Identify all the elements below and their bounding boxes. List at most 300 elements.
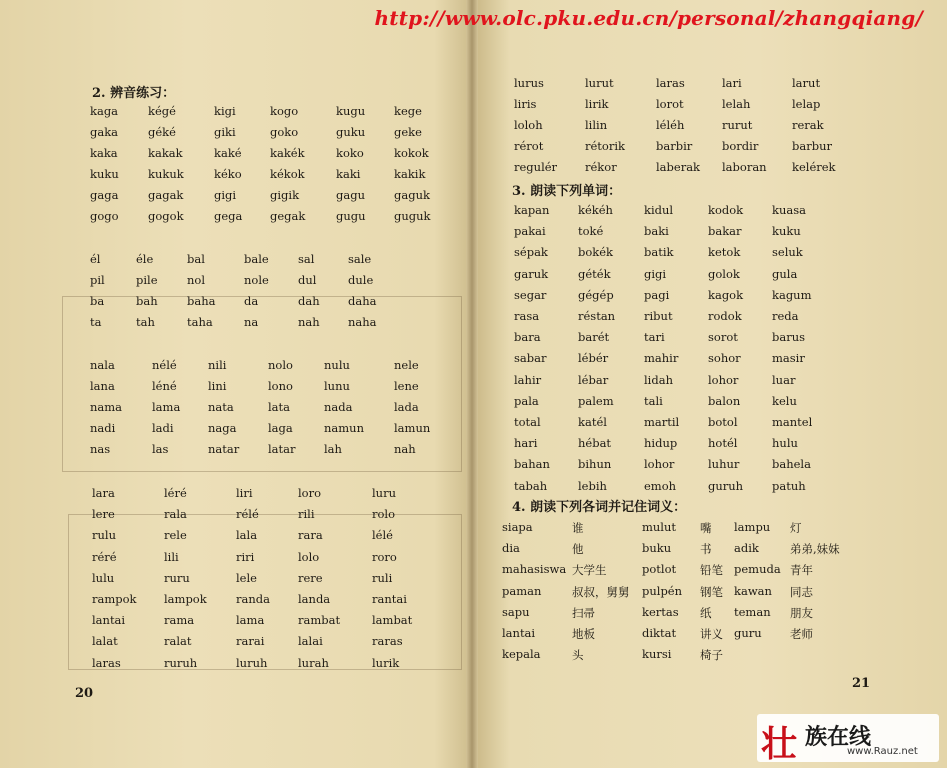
word-cell: lulu <box>92 570 115 585</box>
word-cell: kelu <box>772 393 797 408</box>
word-cell: regulér <box>514 160 558 174</box>
table-row <box>472 626 947 646</box>
word-cell: lirik <box>585 97 609 111</box>
word-cell: 扫帚 <box>572 605 595 620</box>
table-row <box>472 562 947 582</box>
word-cell: lébér <box>578 351 609 366</box>
table-row <box>0 634 472 654</box>
word-cell: kékok <box>270 167 305 181</box>
word-cell: naga <box>208 421 237 435</box>
word-cell: katél <box>578 415 607 429</box>
word-cell: ribut <box>644 309 673 323</box>
word-cell: 青年 <box>790 563 813 578</box>
word-cell: kakak <box>148 146 183 160</box>
word-cell: golok <box>708 266 740 281</box>
word-cell: rérot <box>514 139 544 153</box>
word-cell: mahasiswa <box>502 562 567 577</box>
word-cell: koko <box>336 146 364 160</box>
table-row <box>472 647 947 667</box>
word-cell: liris <box>514 97 537 111</box>
table-row <box>472 160 947 180</box>
word-cell: léné <box>152 379 177 393</box>
section-heading-3: 3. 朗读下列单词： <box>512 184 622 199</box>
section-heading-4: 4. 朗读下列各词并记住词义： <box>512 500 687 515</box>
word-cell: ladi <box>152 421 174 435</box>
word-cell: las <box>152 442 169 456</box>
word-cell: bara <box>514 330 541 345</box>
word-cell: barus <box>772 330 806 345</box>
word-cell: toké <box>578 224 604 239</box>
word-cell: pil <box>90 273 105 287</box>
word-cell: lelah <box>722 97 751 111</box>
word-cell: lélé <box>372 528 393 543</box>
word-cell: nada <box>324 400 353 414</box>
word-cell: paman <box>502 583 542 598</box>
word-cell: nama <box>90 400 123 414</box>
word-cell: barét <box>578 330 610 345</box>
word-cell: 铅笔 <box>700 563 723 578</box>
word-cell: lunu <box>324 379 350 393</box>
word-cell: loro <box>298 486 322 500</box>
word-cell: lurah <box>298 655 329 670</box>
table-row <box>472 97 947 117</box>
table-row <box>0 315 472 335</box>
word-cell: gogok <box>148 209 184 223</box>
word-cell: 钢笔 <box>700 584 723 599</box>
word-cell: nulu <box>324 358 350 372</box>
word-cell: laboran <box>722 160 767 174</box>
word-cell: lini <box>208 379 227 393</box>
table-row <box>472 394 947 414</box>
word-cell: kertas <box>642 604 679 619</box>
word-cell: ba <box>90 294 105 308</box>
word-cell: lampok <box>164 592 207 606</box>
word-cell: lurus <box>514 76 544 90</box>
table-row <box>0 421 472 441</box>
word-cell: léléh <box>656 118 685 132</box>
word-cell: ralat <box>164 634 192 649</box>
word-cell: gaguk <box>394 188 430 202</box>
table-row <box>0 125 472 145</box>
word-cell: gaka <box>90 125 119 139</box>
word-cell: nolo <box>268 358 293 372</box>
word-cell: randa <box>236 592 270 606</box>
word-cell: nah <box>298 315 320 329</box>
word-cell: segar <box>514 287 547 302</box>
word-cell: ruli <box>372 570 393 585</box>
word-cell: 弟弟,妹妹 <box>790 542 840 557</box>
table-row <box>472 605 947 625</box>
word-cell: lohor <box>708 372 739 387</box>
word-cell: lalat <box>92 634 118 649</box>
word-cell: patuh <box>772 478 806 493</box>
word-cell: raras <box>372 634 403 649</box>
word-cell: bah <box>136 294 158 308</box>
word-cell: rarai <box>236 634 265 649</box>
word-cell: kagum <box>772 287 812 302</box>
word-cell: laras <box>92 655 121 670</box>
site-logo <box>757 714 939 765</box>
word-cell: kaké <box>214 146 242 160</box>
word-cell: total <box>514 415 541 429</box>
word-cell: batik <box>644 245 674 260</box>
word-cell: 他 <box>572 542 584 557</box>
word-cell: 纸 <box>700 605 712 620</box>
word-cell: kepala <box>502 647 541 662</box>
word-cell: rala <box>164 507 187 522</box>
word-cell: kuku <box>90 167 119 181</box>
word-cell: dule <box>348 273 374 287</box>
word-cell: mantel <box>772 415 813 429</box>
word-cell: sale <box>348 252 372 266</box>
word-cell: kukuk <box>148 167 184 181</box>
word-cell: guku <box>336 125 366 139</box>
word-cell: hidup <box>644 436 678 451</box>
word-cell: kakék <box>270 146 305 160</box>
word-cell: namun <box>324 421 364 435</box>
word-cell: bahan <box>514 457 550 472</box>
word-cell: nala <box>90 358 115 372</box>
word-cell: mulut <box>642 520 677 534</box>
table-row <box>0 379 472 399</box>
word-cell: bihun <box>578 457 612 472</box>
word-cell: reda <box>772 309 799 323</box>
word-cell: tabah <box>514 478 548 493</box>
word-cell: 叔叔，舅舅 <box>572 584 630 599</box>
table-row <box>0 592 472 612</box>
table-row <box>0 294 472 314</box>
table-row <box>472 139 947 159</box>
word-cell: kapan <box>514 203 550 217</box>
word-cell: roro <box>372 549 397 564</box>
table-row <box>472 245 947 265</box>
table-row <box>0 571 472 591</box>
word-cell: 老师 <box>790 627 813 641</box>
table-row <box>0 507 472 527</box>
word-cell: lidah <box>644 372 673 387</box>
word-cell: lelap <box>792 97 821 111</box>
word-cell: hari <box>514 436 538 451</box>
word-cell: rantai <box>372 592 407 606</box>
word-cell: éle <box>136 252 154 266</box>
word-cell: daha <box>348 294 377 308</box>
table-row <box>472 118 947 138</box>
word-cell: hulu <box>772 436 798 451</box>
table-row <box>0 104 472 124</box>
table-row <box>472 224 947 244</box>
table-row <box>0 613 472 633</box>
word-cell: kakik <box>394 167 426 181</box>
word-cell: nili <box>208 358 227 372</box>
table-row <box>472 520 947 540</box>
word-cell: mahir <box>644 351 679 366</box>
word-cell: bal <box>187 252 205 266</box>
word-cell: giki <box>214 125 236 139</box>
watermark-url: http://www.olc.pku.edu.cn/personal/zhangqiang/ <box>374 6 923 30</box>
word-cell: barbur <box>792 139 832 153</box>
table-row <box>472 76 947 96</box>
word-cell: rulu <box>92 528 116 543</box>
word-cell: adik <box>734 541 759 556</box>
word-cell: él <box>90 252 101 266</box>
word-cell: goko <box>270 125 299 139</box>
word-cell: pakai <box>514 224 546 239</box>
word-cell: larut <box>792 76 821 90</box>
left-page <box>0 0 472 768</box>
word-cell: guguk <box>394 209 431 223</box>
word-cell: sabar <box>514 351 547 366</box>
word-cell: laras <box>656 76 685 90</box>
word-cell: kégé <box>148 104 176 118</box>
word-cell: 灯 <box>790 521 802 535</box>
word-cell: landa <box>298 592 331 606</box>
word-cell: bale <box>244 252 269 266</box>
word-cell: 讲义 <box>700 627 723 641</box>
table-row <box>472 415 947 435</box>
word-cell: dia <box>502 541 520 556</box>
word-cell: masir <box>772 351 805 366</box>
word-cell: kéko <box>214 167 242 181</box>
word-cell: réré <box>92 549 117 564</box>
word-cell: kigi <box>214 104 236 118</box>
word-cell: léré <box>164 486 187 500</box>
word-cell: siapa <box>502 520 533 534</box>
word-cell: rele <box>164 528 187 543</box>
word-cell: rambat <box>298 613 341 628</box>
word-cell: lebih <box>578 478 607 493</box>
table-row <box>0 252 472 272</box>
logo-site: www.Rauz.net <box>847 746 918 757</box>
word-cell: guru <box>734 626 762 640</box>
word-cell: 嘴 <box>700 521 712 535</box>
word-cell: lamun <box>394 421 431 435</box>
word-cell: lala <box>236 528 258 543</box>
word-cell: kursi <box>642 647 672 662</box>
page-number-left: 20 <box>75 686 94 701</box>
word-cell: lampu <box>734 520 771 534</box>
word-cell: latar <box>268 442 296 456</box>
word-cell: kodok <box>708 203 744 217</box>
word-cell: 地板 <box>572 627 595 641</box>
word-cell: laberak <box>656 160 701 174</box>
table-row <box>0 486 472 506</box>
word-cell: nol <box>187 273 206 287</box>
word-cell: guruh <box>708 478 744 493</box>
word-cell: gégép <box>578 287 614 302</box>
word-cell: lohor <box>644 457 675 472</box>
word-cell: rerak <box>792 118 824 132</box>
word-cell: géték <box>578 266 611 281</box>
table-row <box>472 351 947 371</box>
section-heading-2: 2. 辨音练习： <box>92 86 176 101</box>
word-cell: lada <box>394 400 419 414</box>
word-cell: lele <box>236 570 257 585</box>
word-cell: gula <box>772 266 798 281</box>
word-cell: kaka <box>90 146 118 160</box>
word-cell: ta <box>90 315 102 329</box>
word-cell: nah <box>394 442 416 456</box>
word-cell: lantai <box>502 626 536 640</box>
word-cell: lono <box>268 379 293 393</box>
word-cell: potlot <box>642 562 677 577</box>
right-page <box>472 0 947 768</box>
word-cell: pile <box>136 273 158 287</box>
word-cell: 朋友 <box>790 605 813 620</box>
word-cell: palem <box>578 393 614 408</box>
word-cell: kokok <box>394 146 429 160</box>
word-cell: rékor <box>585 160 617 174</box>
word-cell: kékéh <box>578 203 613 217</box>
word-cell: buku <box>642 541 672 556</box>
word-cell: bahela <box>772 457 811 472</box>
word-cell: rétorik <box>585 139 625 153</box>
word-cell: luru <box>372 486 396 500</box>
word-cell: garuk <box>514 266 549 281</box>
word-cell: lalai <box>298 634 323 649</box>
word-cell: lari <box>722 76 742 90</box>
word-cell: lurut <box>585 76 614 90</box>
word-cell: géké <box>148 125 176 139</box>
word-cell: lahir <box>514 372 542 387</box>
word-cell: taha <box>187 315 213 329</box>
word-cell: lana <box>90 379 115 393</box>
word-cell: 同志 <box>790 584 813 599</box>
word-cell: nole <box>244 273 269 287</box>
logo-name: 族在线 <box>805 725 872 750</box>
word-cell: ketok <box>708 245 741 260</box>
table-row <box>472 288 947 308</box>
word-cell: pemuda <box>734 562 781 577</box>
table-row <box>0 188 472 208</box>
word-cell: tali <box>644 393 663 408</box>
table-row <box>0 550 472 570</box>
word-cell: barbir <box>656 139 693 153</box>
word-cell: kagok <box>708 287 744 302</box>
word-cell: nélé <box>152 358 177 372</box>
word-cell: gigi <box>644 266 667 281</box>
word-cell: lorot <box>656 97 684 111</box>
word-cell: rasa <box>514 309 540 323</box>
page-number-right: 21 <box>852 676 871 691</box>
word-cell: rampok <box>92 592 137 606</box>
table-row <box>0 167 472 187</box>
word-cell: natar <box>208 442 240 456</box>
word-cell: ruru <box>164 570 190 585</box>
word-cell: naha <box>348 315 377 329</box>
word-cell: gagak <box>148 188 184 202</box>
word-cell: sorot <box>708 330 738 345</box>
word-cell: lama <box>236 613 265 628</box>
word-cell: dul <box>298 273 317 287</box>
word-cell: teman <box>734 604 771 619</box>
book-gutter <box>466 0 478 768</box>
word-cell: rodok <box>708 309 742 323</box>
word-cell: 头 <box>572 648 584 663</box>
word-cell: nata <box>208 400 234 414</box>
word-cell: tah <box>136 315 155 329</box>
word-cell: bakar <box>708 224 742 239</box>
table-row <box>0 358 472 378</box>
word-cell: nas <box>90 442 111 456</box>
word-cell: rara <box>298 528 323 543</box>
word-cell: 大学生 <box>572 563 607 578</box>
word-cell: kaki <box>336 167 361 181</box>
word-cell: botol <box>708 415 738 429</box>
table-row <box>472 457 947 477</box>
word-cell: riri <box>236 549 255 564</box>
word-cell: kuasa <box>772 203 806 217</box>
table-row <box>0 400 472 420</box>
word-cell: dah <box>298 294 320 308</box>
word-cell: hotél <box>708 436 738 451</box>
word-cell: lara <box>92 486 115 500</box>
table-row <box>0 146 472 166</box>
word-cell: balon <box>708 393 741 408</box>
word-cell: 书 <box>700 542 712 557</box>
word-cell: nele <box>394 358 419 372</box>
word-cell: rélé <box>236 507 259 522</box>
word-cell: 谁 <box>572 521 584 535</box>
word-cell: gagu <box>336 188 365 202</box>
word-cell: sapu <box>502 604 530 619</box>
word-cell: bordir <box>722 139 759 153</box>
word-cell: luar <box>772 372 796 387</box>
table-row <box>472 584 947 604</box>
word-cell: kogo <box>270 104 299 118</box>
word-cell: tari <box>644 330 665 345</box>
word-cell: lata <box>268 400 291 414</box>
word-cell: lébar <box>578 372 609 387</box>
table-row <box>472 309 947 329</box>
word-cell: gegak <box>270 209 306 223</box>
word-cell: kaga <box>90 104 119 118</box>
word-cell: pulpén <box>642 583 683 598</box>
word-cell: réstan <box>578 309 616 323</box>
word-cell: hébat <box>578 436 612 451</box>
table-row <box>0 273 472 293</box>
table-row <box>0 442 472 462</box>
word-cell: kuku <box>772 224 801 239</box>
word-cell: kidul <box>644 203 674 217</box>
word-cell: rama <box>164 613 195 628</box>
table-row <box>472 436 947 456</box>
word-cell: pagi <box>644 287 670 302</box>
word-cell: emoh <box>644 478 677 493</box>
word-cell: gigik <box>270 188 300 202</box>
word-cell: martil <box>644 415 680 429</box>
word-cell: lama <box>152 400 181 414</box>
word-cell: loloh <box>514 118 543 132</box>
word-cell: kege <box>394 104 422 118</box>
word-cell: rili <box>298 507 315 522</box>
word-cell: lambat <box>372 613 413 628</box>
word-cell: rolo <box>372 507 396 522</box>
table-row <box>0 656 472 676</box>
word-cell: da <box>244 294 259 308</box>
word-cell: kawan <box>734 583 772 598</box>
table-row <box>0 528 472 548</box>
word-cell: baki <box>644 224 669 239</box>
word-cell: seluk <box>772 245 803 260</box>
word-cell: nadi <box>90 421 116 435</box>
word-cell: ruruh <box>164 655 198 670</box>
word-cell: kugu <box>336 104 366 118</box>
word-cell: diktat <box>642 626 677 640</box>
table-row <box>472 541 947 561</box>
word-cell: gega <box>214 209 243 223</box>
word-cell: na <box>244 315 259 329</box>
word-cell: luhur <box>708 457 740 472</box>
